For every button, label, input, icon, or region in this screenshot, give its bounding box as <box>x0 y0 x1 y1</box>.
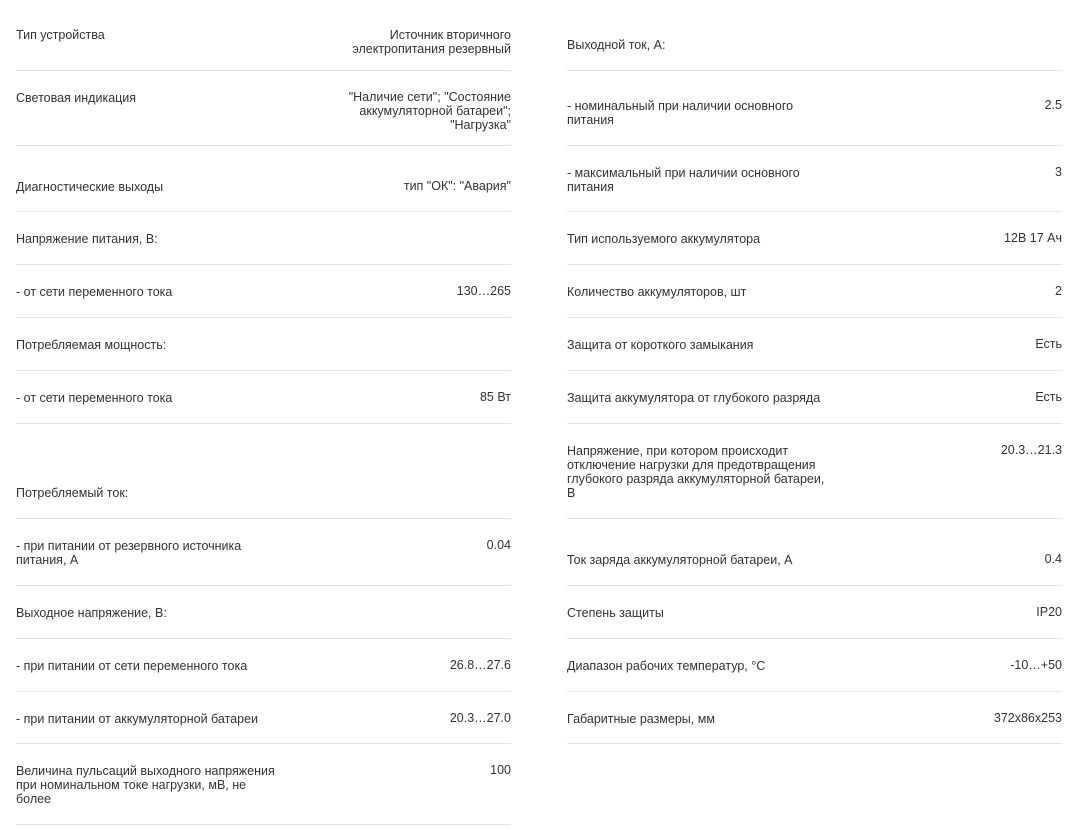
spec-name: - при питании от сети переменного тока <box>16 659 248 673</box>
spec-value: 12В 17 Ач <box>1004 231 1062 245</box>
row-divider <box>16 824 511 825</box>
spec-name: - при питании от резервного источника питания, А <box>16 539 242 567</box>
spec-name: Выходной ток, А: <box>567 38 666 52</box>
spec-name: - при питании от аккумуляторной батареи <box>16 712 258 726</box>
spec-name: Ток заряда аккумуляторной батареи, А <box>567 553 793 567</box>
row-divider <box>567 370 1062 371</box>
spec-name: Выходное напряжение, В: <box>16 606 167 620</box>
row-divider <box>16 317 511 318</box>
row-divider <box>16 70 511 71</box>
row-divider <box>567 264 1062 265</box>
row-divider <box>16 370 511 371</box>
spec-name: Диагностические выходы <box>16 180 164 194</box>
spec-value: Есть <box>1035 390 1062 404</box>
row-divider <box>16 743 511 744</box>
spec-name: Диапазон рабочих температур, °C <box>567 659 766 673</box>
spec-value: 0.04 <box>486 538 511 552</box>
row-divider <box>567 423 1062 424</box>
spec-name: Тип используемого аккумулятора <box>567 232 761 246</box>
spec-name: Величина пульсаций выходного напряжения при номинальном токе нагрузки, мВ, не более <box>16 764 275 806</box>
spec-name: - максимальный при наличии основного питания <box>567 166 800 194</box>
spec-name: Степень защиты <box>567 606 664 620</box>
spec-value: Источник вторичного электропитания резервный <box>352 28 511 56</box>
spec-name: - от сети переменного тока <box>16 391 173 405</box>
spec-value: -10…+50 <box>1010 658 1062 672</box>
row-divider <box>567 211 1062 212</box>
spec-value: 20.3…21.3 <box>1000 443 1062 457</box>
row-divider <box>16 691 511 692</box>
spec-value: 2 <box>1055 284 1062 298</box>
spec-name: Количество аккумуляторов, шт <box>567 285 747 299</box>
row-divider <box>567 145 1062 146</box>
spec-value: 100 <box>490 763 511 777</box>
spec-value: 0.4 <box>1044 552 1062 566</box>
spec-name: Защита аккумулятора от глубокого разряда <box>567 391 821 405</box>
row-divider <box>16 423 511 424</box>
spec-value: 130…265 <box>456 284 511 298</box>
spec-value: 20.3…27.0 <box>449 711 511 725</box>
spec-value: тип "ОК": "Авария" <box>403 179 511 193</box>
spec-value: 3 <box>1055 165 1062 179</box>
row-divider <box>16 585 511 586</box>
row-divider <box>16 518 511 519</box>
spec-value: 2.5 <box>1044 98 1062 112</box>
spec-value: "Наличие сети"; "Состояние аккумуляторной батареи"; "Нагрузка" <box>348 90 511 132</box>
spec-name: Напряжение, при котором происходит отключение нагрузки для предотвращения глубокого разряда аккумуляторной батареи, В <box>567 444 825 500</box>
spec-name: Защита от короткого замыкания <box>567 338 754 352</box>
spec-name: Потребляемый ток: <box>16 486 129 500</box>
spec-name: Тип устройства <box>16 28 105 42</box>
row-divider <box>567 638 1062 639</box>
row-divider <box>567 70 1062 71</box>
spec-name: - от сети переменного тока <box>16 285 173 299</box>
spec-name: Потребляемая мощность: <box>16 338 167 352</box>
row-divider <box>567 317 1062 318</box>
row-divider <box>567 743 1062 744</box>
row-divider <box>16 264 511 265</box>
spec-value: 26.8…27.6 <box>449 658 511 672</box>
spec-name: - номинальный при наличии основного питания <box>567 99 794 127</box>
row-divider <box>16 211 511 212</box>
row-divider <box>567 691 1062 692</box>
spec-name: Световая индикация <box>16 91 137 105</box>
row-divider <box>16 638 511 639</box>
spec-value: Есть <box>1035 337 1062 351</box>
row-divider <box>16 145 511 146</box>
row-divider <box>567 585 1062 586</box>
spec-value: IP20 <box>1036 605 1062 619</box>
spec-value: 85 Вт <box>479 390 511 404</box>
spec-name: Габаритные размеры, мм <box>567 712 715 726</box>
spec-value: 372x86x253 <box>993 711 1062 725</box>
row-divider <box>567 518 1062 519</box>
spec-name: Напряжение питания, В: <box>16 232 158 246</box>
